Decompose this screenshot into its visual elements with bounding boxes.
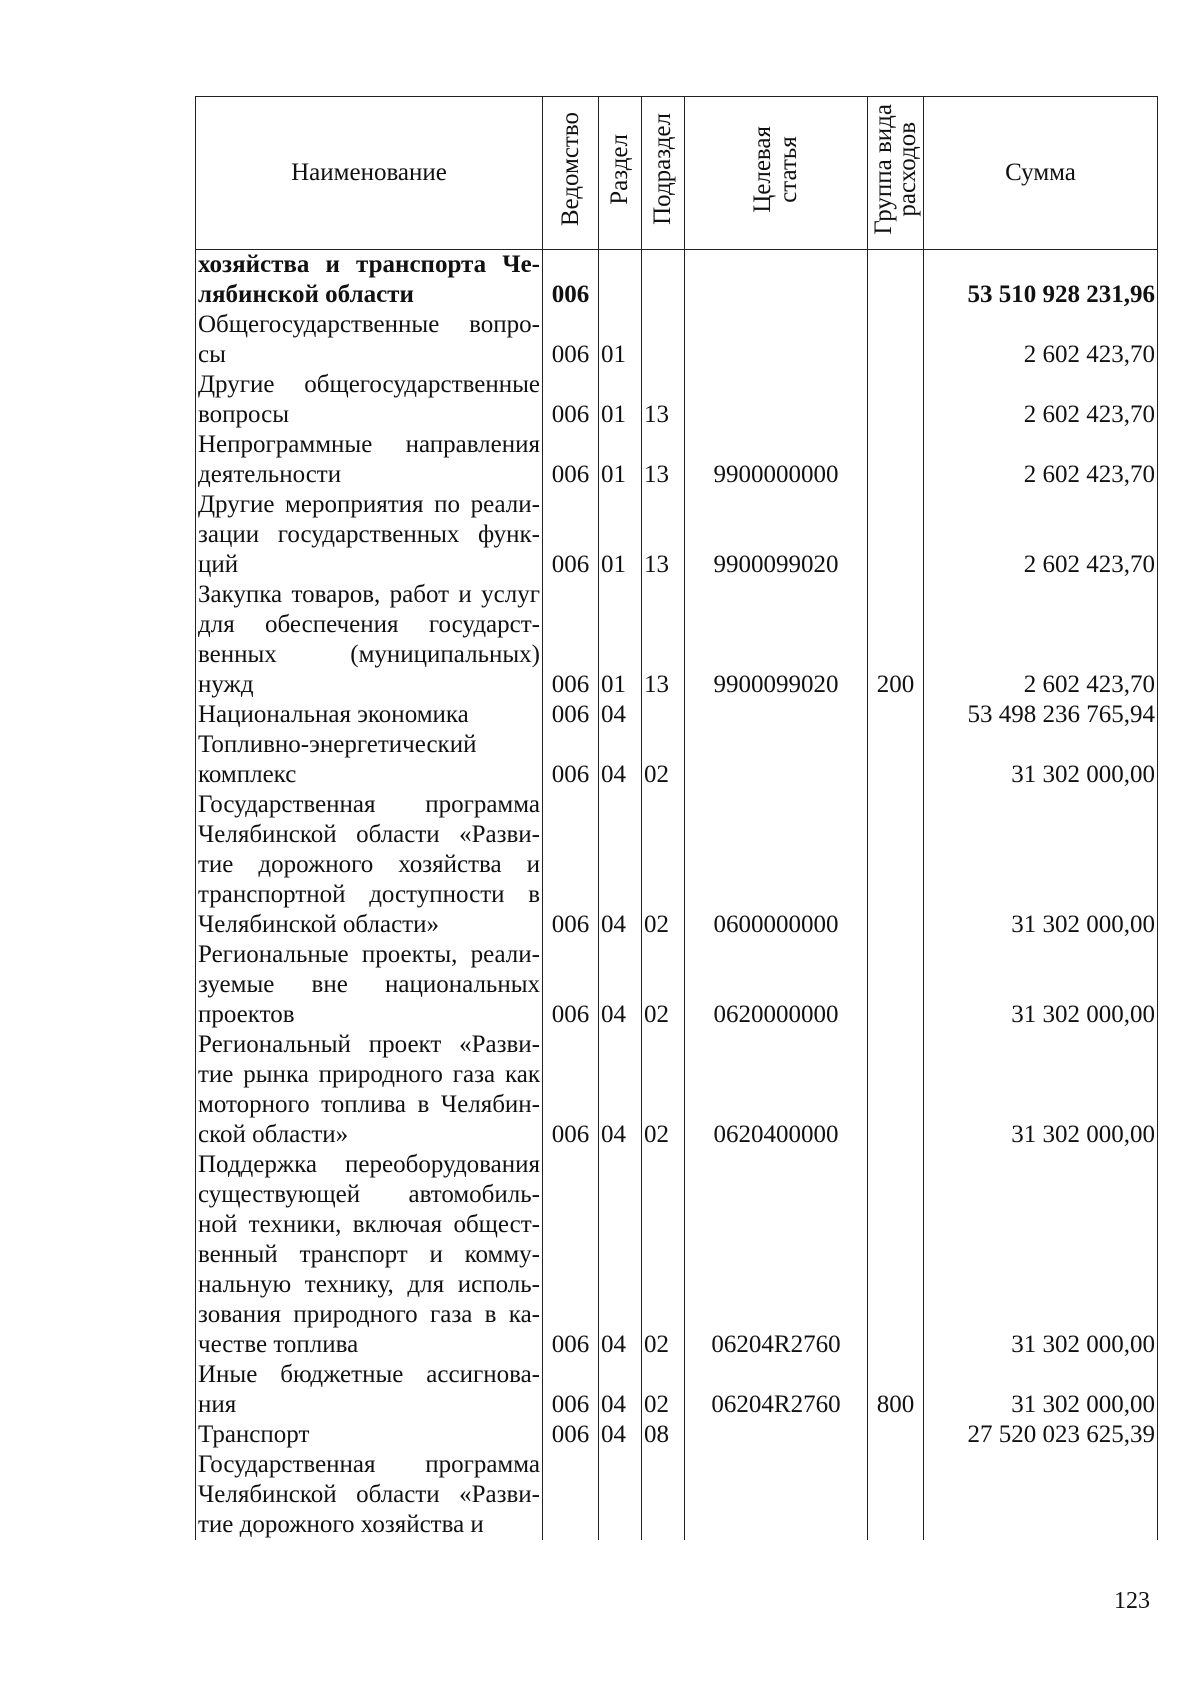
row-name-line: комплекс xyxy=(198,761,297,788)
row-dept: 006 xyxy=(543,790,599,940)
row-name xyxy=(196,700,543,730)
table-header xyxy=(196,97,1158,250)
row-target: 9900000000 xyxy=(685,430,868,490)
row-name-line: зования природного газа в ка- xyxy=(198,1301,540,1328)
row-name xyxy=(196,310,543,370)
row-target: 0620400000 xyxy=(685,1030,868,1150)
row-section: 04 xyxy=(599,790,642,940)
row-name-line: Иные бюджетные ассигнова- xyxy=(198,1361,540,1388)
table-row xyxy=(196,940,1158,1030)
row-name xyxy=(196,1420,543,1450)
row-sum: 31 302 000,00 xyxy=(924,1150,1158,1360)
row-name-line: зуемые вне национальных xyxy=(198,971,540,998)
table-row xyxy=(196,250,1158,311)
table-row xyxy=(196,1450,1158,1540)
header-name: Наименование xyxy=(196,97,543,250)
row-target: 06204R2760 xyxy=(685,1150,868,1360)
row-name-line: проектов xyxy=(198,1001,295,1028)
row-target: 9900099020 xyxy=(685,580,868,700)
header-sum: Сумма xyxy=(924,97,1158,250)
row-subsection: 13 xyxy=(642,490,685,580)
row-target xyxy=(685,370,868,430)
row-name xyxy=(196,940,543,1030)
row-name-line: деятельности xyxy=(198,461,342,488)
row-group xyxy=(868,1150,924,1360)
row-dept: 006 xyxy=(543,430,599,490)
row-section: 01 xyxy=(599,490,642,580)
table-row xyxy=(196,490,1158,580)
row-name-line: Другие общегосударственные xyxy=(198,371,540,398)
row-group: 200 xyxy=(868,580,924,700)
row-section: 04 xyxy=(599,940,642,1030)
row-section: 01 xyxy=(599,310,642,370)
row-sum: 27 520 023 625,39 xyxy=(924,1420,1158,1450)
row-name-line: ной техники, включая общест- xyxy=(198,1211,540,1238)
row-group xyxy=(868,370,924,430)
row-subsection xyxy=(642,1450,685,1540)
row-name-line: Региональный проект «Разви- xyxy=(198,1031,540,1058)
row-target: 06204R2760 xyxy=(685,1360,868,1420)
row-group xyxy=(868,730,924,790)
row-target: 9900099020 xyxy=(685,490,868,580)
row-section: 01 xyxy=(599,580,642,700)
row-subsection: 02 xyxy=(642,1360,685,1420)
budget-table xyxy=(195,96,1158,1540)
row-name-line: моторного топлива в Челябин- xyxy=(198,1091,540,1118)
table-row xyxy=(196,430,1158,490)
row-name-line: ской области» xyxy=(198,1121,349,1148)
row-dept: 006 xyxy=(543,700,599,730)
row-section xyxy=(599,250,642,311)
row-section xyxy=(599,1450,642,1540)
row-name-line: хозяйства и транспорта Че- xyxy=(198,251,540,278)
row-name-line: тие дорожного хозяйства и xyxy=(198,851,540,878)
row-subsection: 02 xyxy=(642,1150,685,1360)
row-dept: 006 xyxy=(543,580,599,700)
row-group xyxy=(868,250,924,311)
row-sum: 53 498 236 765,94 xyxy=(924,700,1158,730)
row-group xyxy=(868,1420,924,1450)
row-name-line: существующей автомобиль- xyxy=(198,1181,540,1208)
header-dept: Ведомство xyxy=(543,97,599,250)
row-target xyxy=(685,250,868,311)
row-name xyxy=(196,1030,543,1150)
row-target xyxy=(685,1450,868,1540)
table-row xyxy=(196,1030,1158,1150)
row-subsection: 08 xyxy=(642,1420,685,1450)
row-dept: 006 xyxy=(543,490,599,580)
row-subsection xyxy=(642,250,685,311)
row-dept: 006 xyxy=(543,1030,599,1150)
row-subsection xyxy=(642,700,685,730)
row-dept: 006 xyxy=(543,310,599,370)
row-section: 01 xyxy=(599,370,642,430)
row-name-line: зации государственных функ- xyxy=(198,521,540,548)
table-row xyxy=(196,580,1158,700)
row-dept: 006 xyxy=(543,1360,599,1420)
table-row xyxy=(196,700,1158,730)
row-group xyxy=(868,1450,924,1540)
row-sum: 2 602 423,70 xyxy=(924,430,1158,490)
row-dept: 006 xyxy=(543,1150,599,1360)
row-group xyxy=(868,430,924,490)
table-row xyxy=(196,1420,1158,1450)
row-subsection: 02 xyxy=(642,1030,685,1150)
row-dept: 006 xyxy=(543,940,599,1030)
row-name xyxy=(196,790,543,940)
row-name-line: честве топлива xyxy=(198,1331,359,1358)
table-row xyxy=(196,790,1158,940)
row-name-line: Транспорт xyxy=(198,1421,310,1448)
row-section: 04 xyxy=(599,730,642,790)
row-group xyxy=(868,490,924,580)
row-name-line: для обеспечения государст- xyxy=(198,611,540,638)
row-subsection: 02 xyxy=(642,940,685,1030)
header-group: Группа вида расходов xyxy=(868,97,924,250)
row-name-line: Челябинской области «Разви- xyxy=(198,821,540,848)
row-subsection: 13 xyxy=(642,580,685,700)
table-row xyxy=(196,1360,1158,1420)
row-name xyxy=(196,370,543,430)
row-group xyxy=(868,790,924,940)
row-sum: 31 302 000,00 xyxy=(924,730,1158,790)
row-sum: 2 602 423,70 xyxy=(924,580,1158,700)
row-target xyxy=(685,700,868,730)
row-section: 04 xyxy=(599,1150,642,1360)
row-subsection: 13 xyxy=(642,430,685,490)
row-name-line: венных (муниципальных) xyxy=(198,641,540,668)
row-name-line: Региональные проекты, реали- xyxy=(198,941,540,968)
row-name-line: Национальная экономика xyxy=(198,701,469,728)
row-sum: 2 602 423,70 xyxy=(924,310,1158,370)
row-name-line: нальную технику, для исполь- xyxy=(198,1271,540,1298)
row-target: 0600000000 xyxy=(685,790,868,940)
row-subsection xyxy=(642,310,685,370)
row-sum: 2 602 423,70 xyxy=(924,370,1158,430)
row-name xyxy=(196,730,543,790)
page-number: 123 xyxy=(1114,1588,1150,1614)
row-name xyxy=(196,490,543,580)
row-name-line: венный транспорт и комму- xyxy=(198,1241,540,1268)
row-target xyxy=(685,1420,868,1450)
row-name-line: нужд xyxy=(198,671,254,698)
row-name-line: Челябинской области «Разви- xyxy=(198,1481,540,1508)
row-name-line: тие дорожного хозяйства и xyxy=(198,1511,484,1538)
row-sum: 2 602 423,70 xyxy=(924,490,1158,580)
row-section: 04 xyxy=(599,700,642,730)
row-target xyxy=(685,310,868,370)
row-name xyxy=(196,1450,543,1540)
row-dept xyxy=(543,1450,599,1540)
row-section: 01 xyxy=(599,430,642,490)
row-group: 800 xyxy=(868,1360,924,1420)
row-name-line: вопросы xyxy=(198,401,290,428)
row-name-line: Закупка товаров, работ и услуг xyxy=(198,581,540,608)
row-sum: 31 302 000,00 xyxy=(924,1030,1158,1150)
row-name xyxy=(196,580,543,700)
row-dept: 006 xyxy=(543,250,599,311)
row-target xyxy=(685,730,868,790)
row-dept: 006 xyxy=(543,730,599,790)
row-name-line: ния xyxy=(198,1391,237,1418)
row-name-line: Топливно-энергетический xyxy=(198,731,477,758)
row-section: 04 xyxy=(599,1360,642,1420)
row-dept: 006 xyxy=(543,1420,599,1450)
row-name-line: Поддержка переоборудования xyxy=(198,1151,540,1178)
row-group xyxy=(868,940,924,1030)
row-name-line: сы xyxy=(198,341,226,368)
header-section: Раздел xyxy=(599,97,642,250)
row-subsection: 13 xyxy=(642,370,685,430)
row-name xyxy=(196,1360,543,1420)
table-row xyxy=(196,1150,1158,1360)
row-section: 04 xyxy=(599,1420,642,1450)
row-name xyxy=(196,250,543,311)
row-group xyxy=(868,310,924,370)
row-name-line: Челябинской области» xyxy=(198,911,439,938)
row-name-line: транспортной доступности в xyxy=(198,881,540,908)
row-name-line: Общегосударственные вопро- xyxy=(198,311,540,338)
table-row xyxy=(196,310,1158,370)
row-section: 04 xyxy=(599,1030,642,1150)
row-sum xyxy=(924,1450,1158,1540)
row-sum: 53 510 928 231,96 xyxy=(924,250,1158,311)
row-sum: 31 302 000,00 xyxy=(924,1360,1158,1420)
header-target: Целевая статья xyxy=(685,97,868,250)
row-name-line: Другие мероприятия по реали- xyxy=(198,491,540,518)
row-target: 0620000000 xyxy=(685,940,868,1030)
row-name xyxy=(196,430,543,490)
table-body xyxy=(196,250,1158,1541)
row-subsection: 02 xyxy=(642,790,685,940)
row-dept: 006 xyxy=(543,370,599,430)
row-name-line: Государственная программа xyxy=(198,791,540,818)
row-name xyxy=(196,1150,543,1360)
row-name-line: тие рынка природного газа как xyxy=(198,1061,540,1088)
table-row xyxy=(196,370,1158,430)
row-name-line: Непрограммные направления xyxy=(198,431,540,458)
row-subsection: 02 xyxy=(642,730,685,790)
header-subsection: Подраздел xyxy=(642,97,685,250)
row-name-line: Государственная программа xyxy=(198,1451,540,1478)
row-sum: 31 302 000,00 xyxy=(924,790,1158,940)
row-group xyxy=(868,1030,924,1150)
row-name-line: ций xyxy=(198,551,239,578)
table-row xyxy=(196,730,1158,790)
row-sum: 31 302 000,00 xyxy=(924,940,1158,1030)
row-group xyxy=(868,700,924,730)
row-name-line: лябинской области xyxy=(198,281,414,308)
